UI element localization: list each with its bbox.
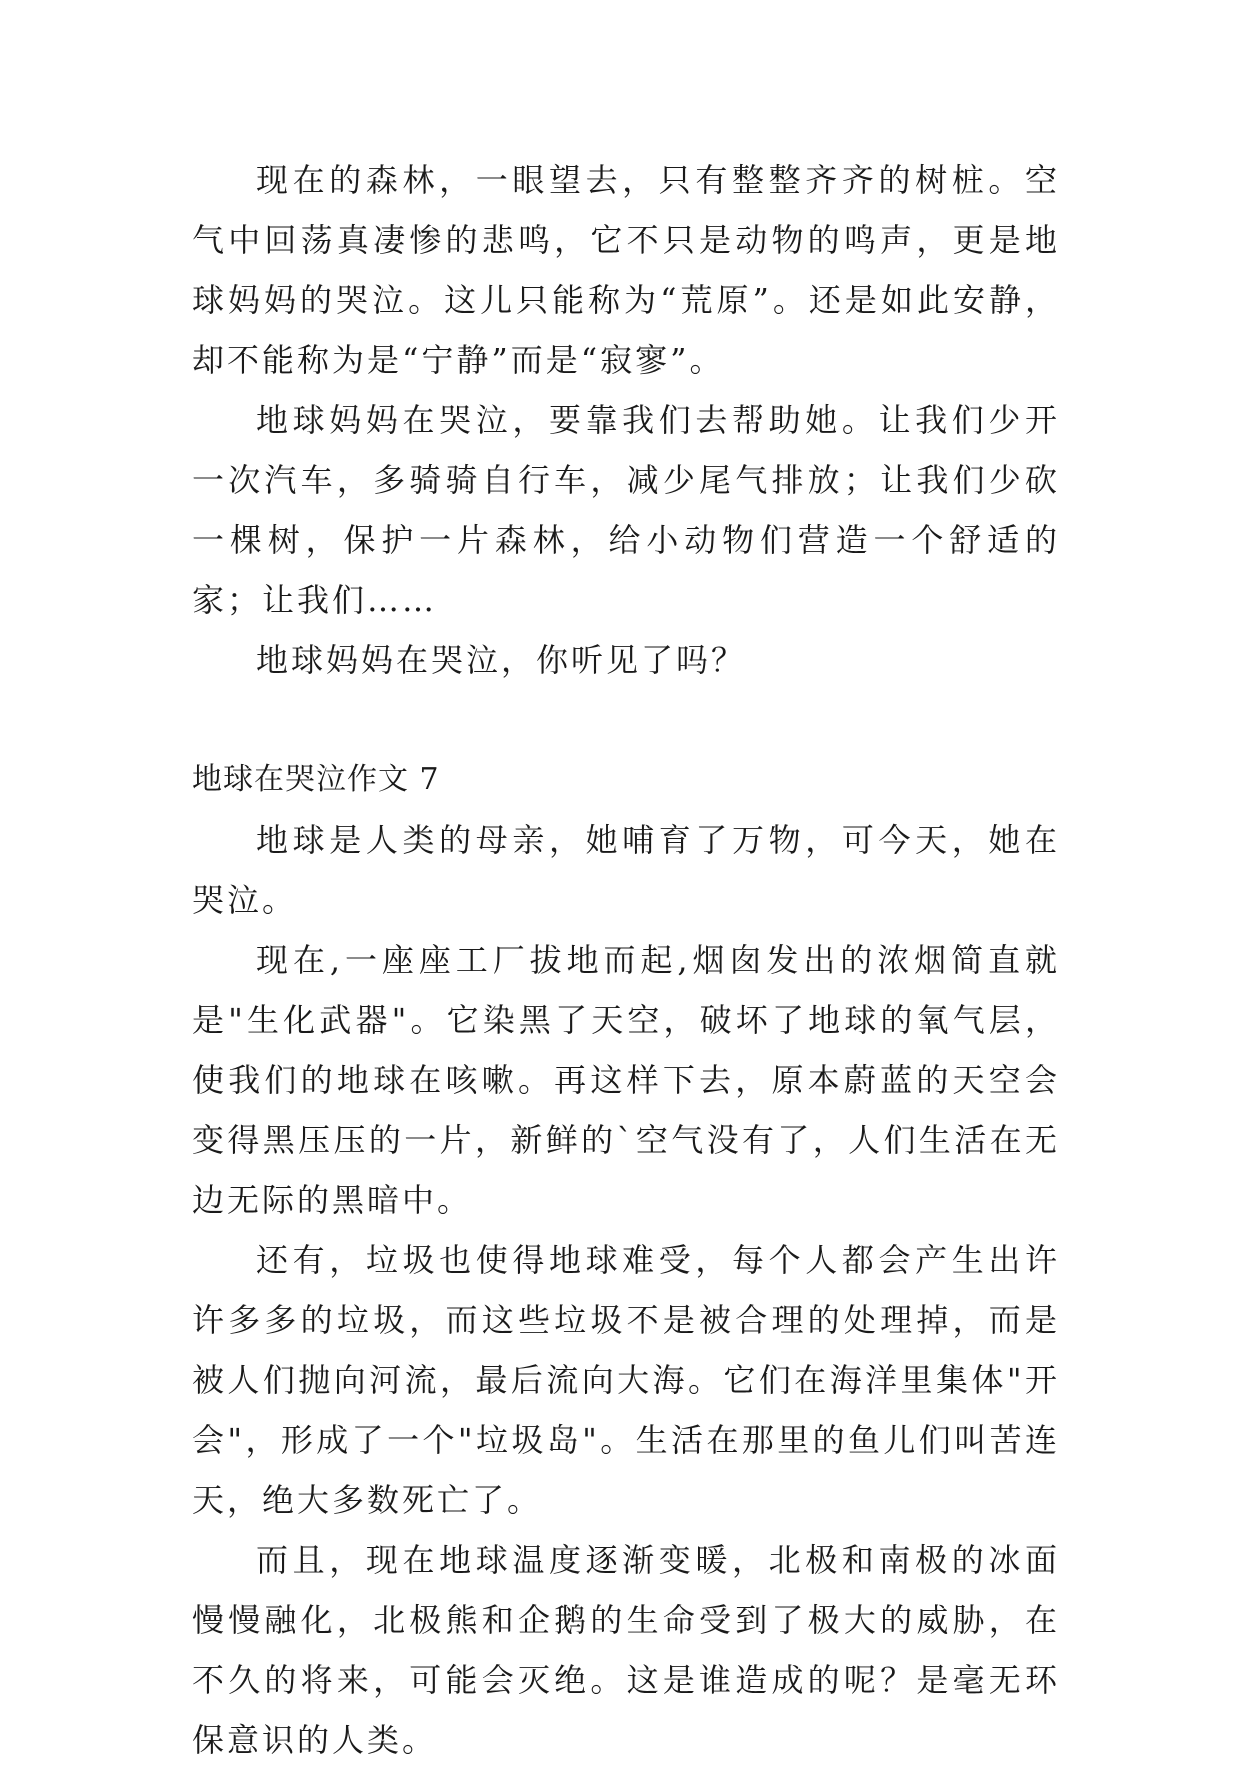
paragraph-mother-earth: 地球是人类的母亲，她哺育了万物，可今天，她在哭泣。 (192, 821, 1060, 919)
paragraph-warming: 而且，现在地球温度逐渐变暖，北极和南极的冰面慢慢融化，北极熊和企鹅的生命受到了极大的威胁，在不久的将来，可能会灭绝。这是谁造成的呢？是毫无环保意识的人类。 (192, 1541, 1060, 1759)
paragraph-garbage: 还有，垃圾也使得地球难受，每个人都会产生出许许多多的垃圾，而这些垃圾不是被合理的处理掉，而是被人们抛向河流，最后流向大海。它们在海洋里集体"开会"，形成了一个"垃圾岛"。生活在那里的鱼儿们叫苦连天，绝大多数死亡了。 (192, 1241, 1060, 1519)
paragraph-help-earth: 地球妈妈在哭泣，要靠我们去帮助她。让我们少开一次汽车，多骑骑自行车，减少尾气排放；让我们少砍一棵树，保护一片森林，给小动物们营造一个舒适的家；让我们…… (192, 401, 1060, 619)
section-gap (192, 690, 1060, 750)
paragraph-question: 地球妈妈在哭泣，你听见了吗？ (256, 641, 747, 679)
essay-title: 地球在哭泣作文 7 (192, 762, 440, 797)
paragraph-factories: 现在,一座座工厂拔地而起,烟囱发出的浓烟简直就是"生化武器"。它染黑了天空，破坏了地球的氧气层，使我们的地球在咳嗽。再这样下去，原本蔚蓝的天空会变得黑压压的一片，新鲜的`空气没有了，人们生活在无边无际的黑暗中。 (192, 941, 1060, 1219)
paragraph-forest: 现在的森林，一眼望去，只有整整齐齐的树桩。空气中回荡真凄惨的悲鸣，它不只是动物的鸣声，更是地球妈妈的哭泣。这儿只能称为“荒原”。还是如此安静，却不能称为是“宁静”而是“寂寥”。 (192, 161, 1060, 379)
document-page (192, 150, 1060, 1770)
